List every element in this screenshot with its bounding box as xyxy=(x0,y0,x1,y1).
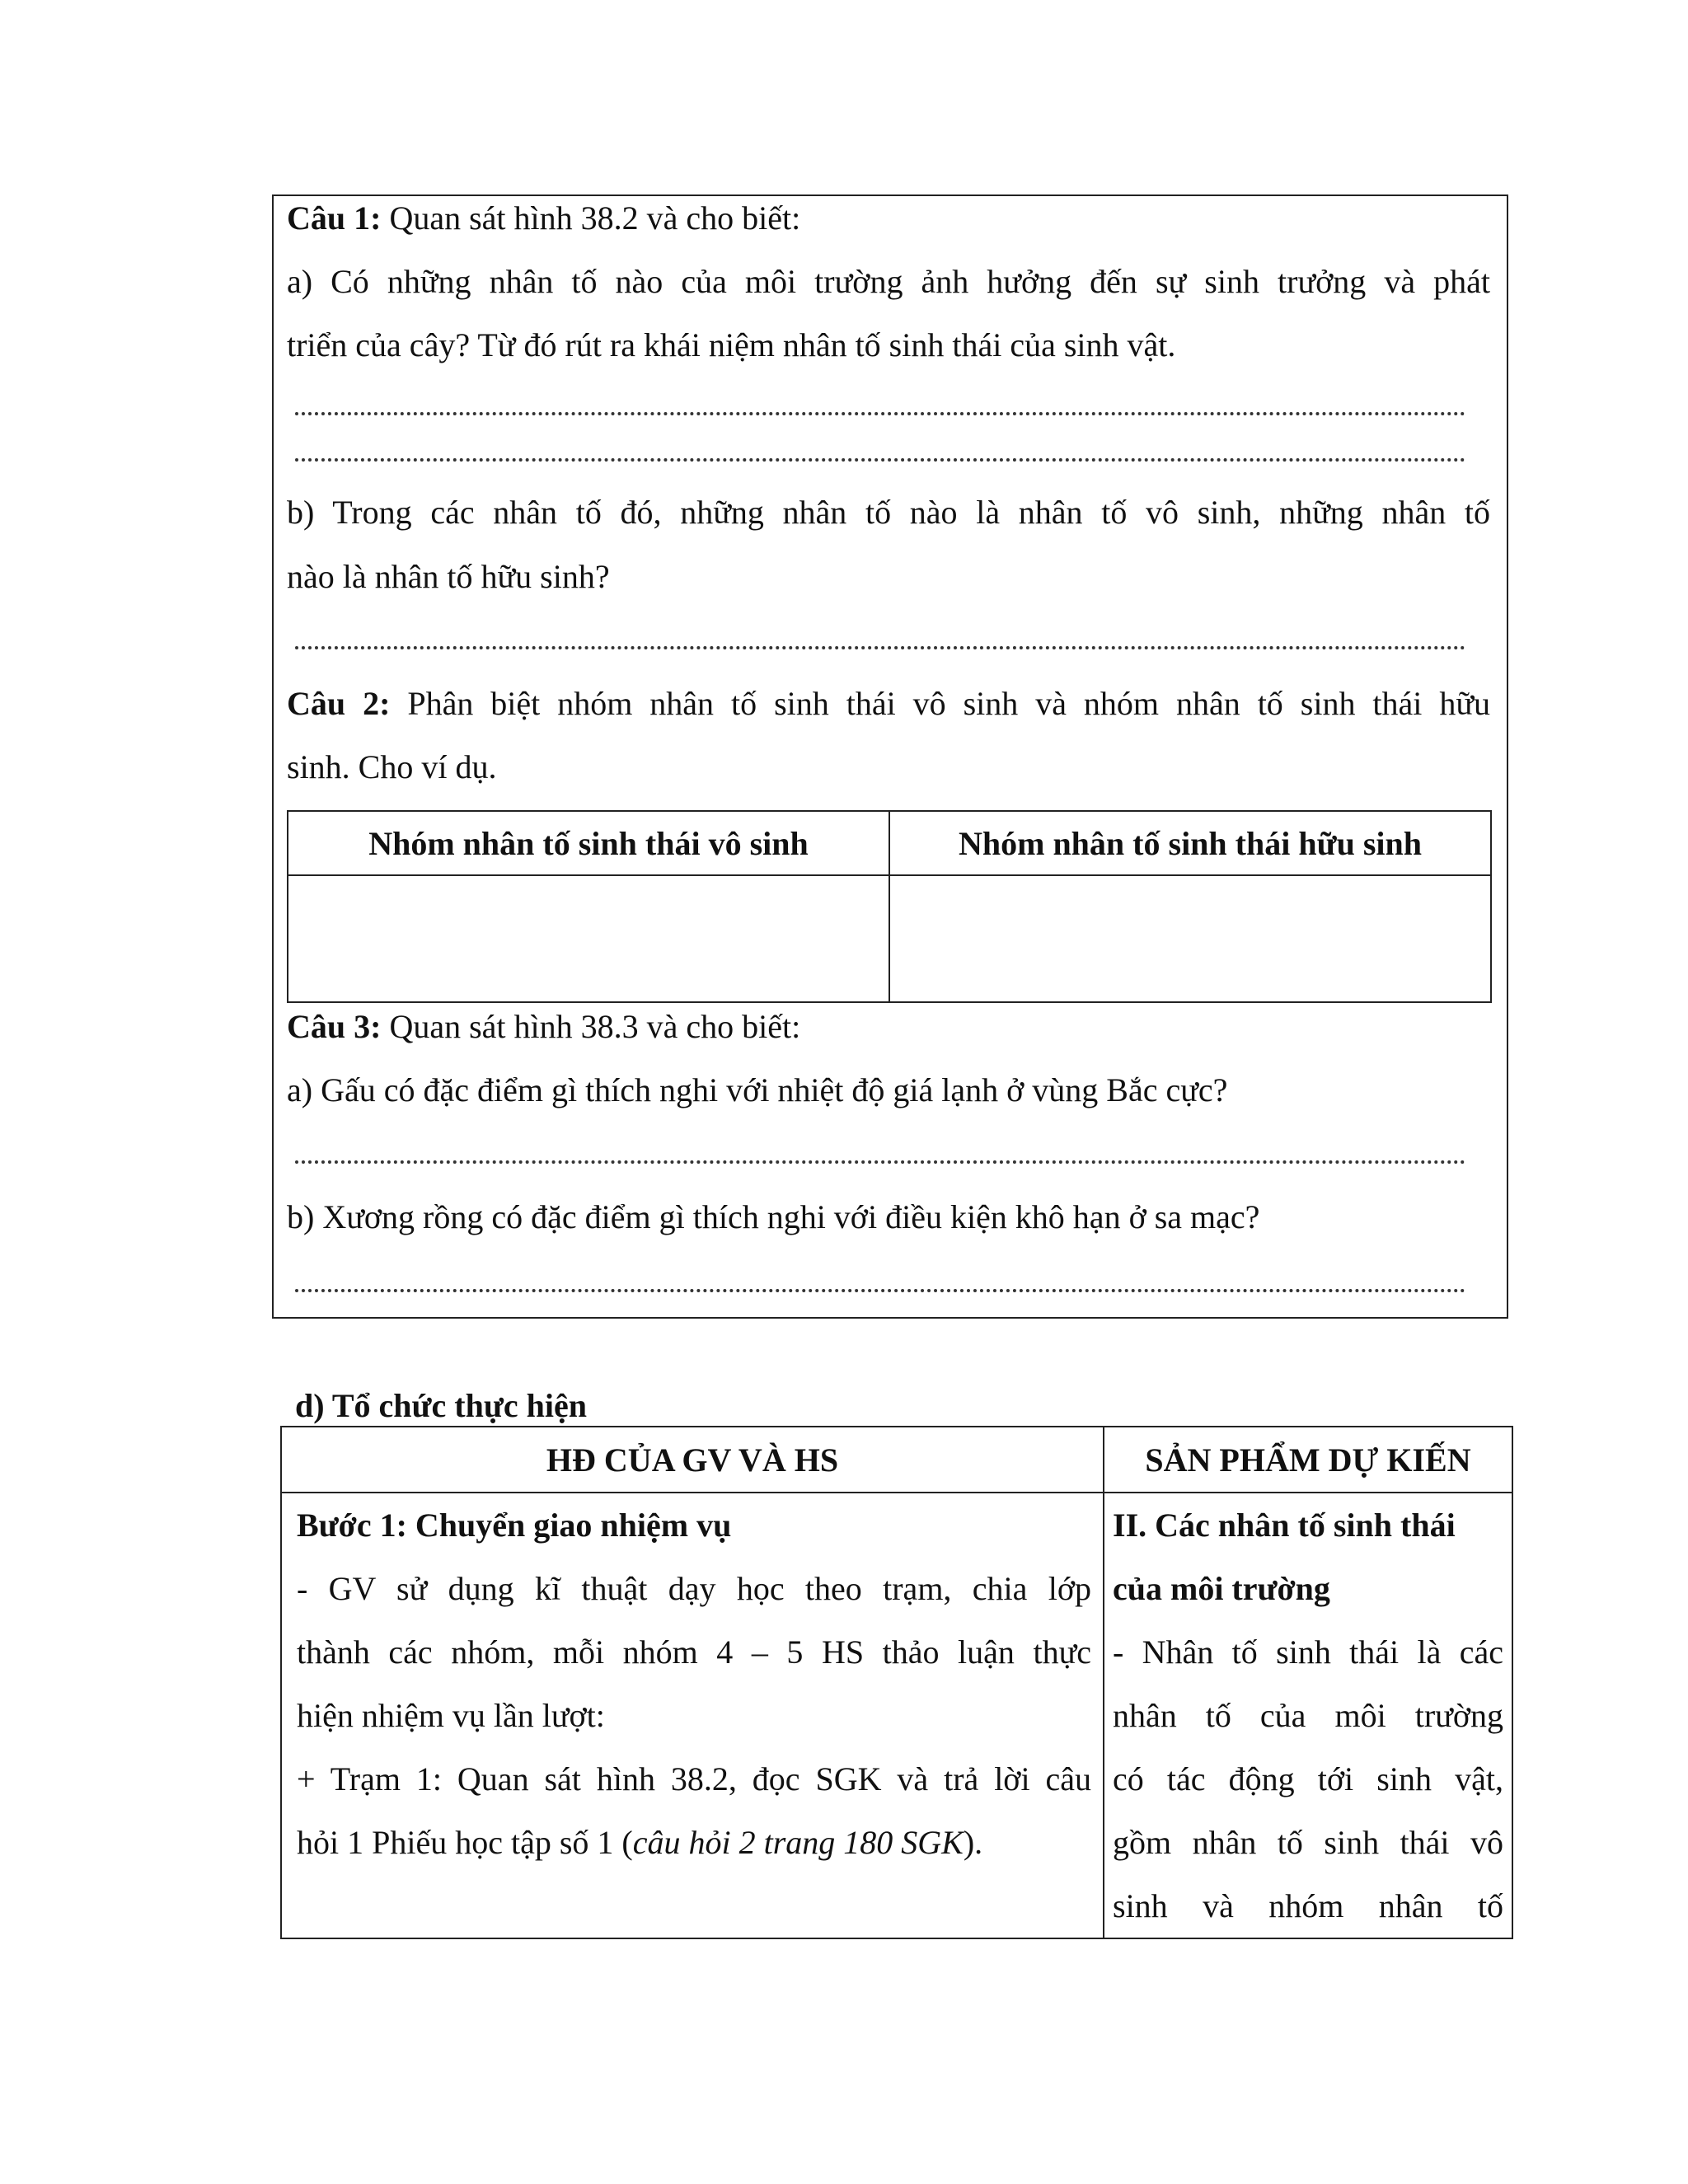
activity-line: thành các nhóm, mỗi nhóm 4 – 5 HS thảo luận thực xyxy=(297,1633,1091,1671)
header-expected-products: SẢN PHẨM DỰ KIẾN xyxy=(1104,1427,1512,1493)
activity-reference: câu hỏi 2 trang 180 SGK xyxy=(632,1824,964,1861)
question-1-text: Quan sát hình 38.2 và cho biết: xyxy=(381,199,801,237)
abiotic-group-cell xyxy=(288,875,889,1002)
question-3a: a) Gấu có đặc điểm gì thích nghi với nhiệt độ giá lạnh ở vùng Bắc cực? xyxy=(287,1071,1228,1108)
activity-line xyxy=(297,1811,1091,1874)
question-1a-line-2: triển của cây? Từ đó rút ra khái niệm nhân tố sinh thái của sinh vật. xyxy=(287,326,1176,363)
question-2-text: Phân biệt nhóm nhân tố sinh thái vô sinh và nhóm nhân tố sinh thái hữu xyxy=(390,685,1491,722)
product-line: - Nhân tố sinh thái là các xyxy=(1113,1633,1503,1671)
answer-dotted-line xyxy=(295,458,1465,462)
abiotic-group-header: Nhóm nhân tố sinh thái vô sinh xyxy=(288,811,889,875)
question-2-line-2: sinh. Cho ví dụ. xyxy=(287,748,497,785)
question-3-label: Câu 3: xyxy=(287,1008,382,1045)
product-title-line-1: II. Các nhân tố sinh thái xyxy=(1113,1507,1456,1544)
activity-line: hiện nhiệm vụ lần lượt: xyxy=(297,1697,605,1734)
activity-line: - GV sử dụng kĩ thuật dạy học theo trạm, chia lớp xyxy=(297,1570,1091,1607)
activity-table xyxy=(280,1426,1513,1939)
activity-text: hỏi 1 Phiếu học tập số 1 ( xyxy=(297,1824,633,1861)
product-line: nhân tố của môi trường xyxy=(1113,1697,1503,1734)
answer-dotted-line xyxy=(295,1160,1465,1164)
section-heading: d) Tổ chức thực hiện xyxy=(295,1387,587,1424)
answer-dotted-line xyxy=(295,412,1465,415)
question-3b: b) Xương rồng có đặc điểm gì thích nghi với điều kiện khô hạn ở sa mạc? xyxy=(287,1198,1260,1235)
question-3 xyxy=(287,1007,1490,1047)
product-line: gồm nhân tố sinh thái vô xyxy=(1113,1824,1503,1861)
product-line: sinh và nhóm nhân tố xyxy=(1113,1887,1503,1924)
product-line: có tác động tới sinh vật, xyxy=(1113,1760,1503,1797)
activity-text: ). xyxy=(963,1824,983,1861)
question-2-label: Câu 2: xyxy=(287,685,391,722)
question-1 xyxy=(287,199,1490,238)
question-1b-line-2: nào là nhân tố hữu sinh? xyxy=(287,558,610,595)
biotic-group-cell xyxy=(889,875,1491,1002)
answer-dotted-line xyxy=(295,1289,1465,1292)
expected-products-cell xyxy=(1104,1493,1512,1938)
question-3-text: Quan sát hình 38.3 và cho biết: xyxy=(381,1008,801,1045)
factor-group-table xyxy=(287,810,1492,1003)
question-1b-line-1: b) Trong các nhân tố đó, những nhân tố nào là nhân tố vô sinh, những nhân tố xyxy=(287,494,1490,531)
header-activities: HĐ CỦA GV VÀ HS xyxy=(281,1427,1104,1493)
product-title-line-2: của môi trường xyxy=(1113,1570,1330,1607)
question-1-label: Câu 1: xyxy=(287,199,382,237)
answer-dotted-line xyxy=(295,646,1465,649)
activities-cell xyxy=(281,1493,1104,1938)
biotic-group-header: Nhóm nhân tố sinh thái hữu sinh xyxy=(889,811,1491,875)
activity-line: + Trạm 1: Quan sát hình 38.2, đọc SGK và trả lời câu xyxy=(297,1760,1091,1797)
question-1a-line-1: a) Có những nhân tố nào của môi trường ảnh hưởng đến sự sinh trưởng và phát xyxy=(287,263,1490,300)
question-2-line-1 xyxy=(287,684,1490,724)
step-1-title: Bước 1: Chuyển giao nhiệm vụ xyxy=(297,1507,732,1544)
